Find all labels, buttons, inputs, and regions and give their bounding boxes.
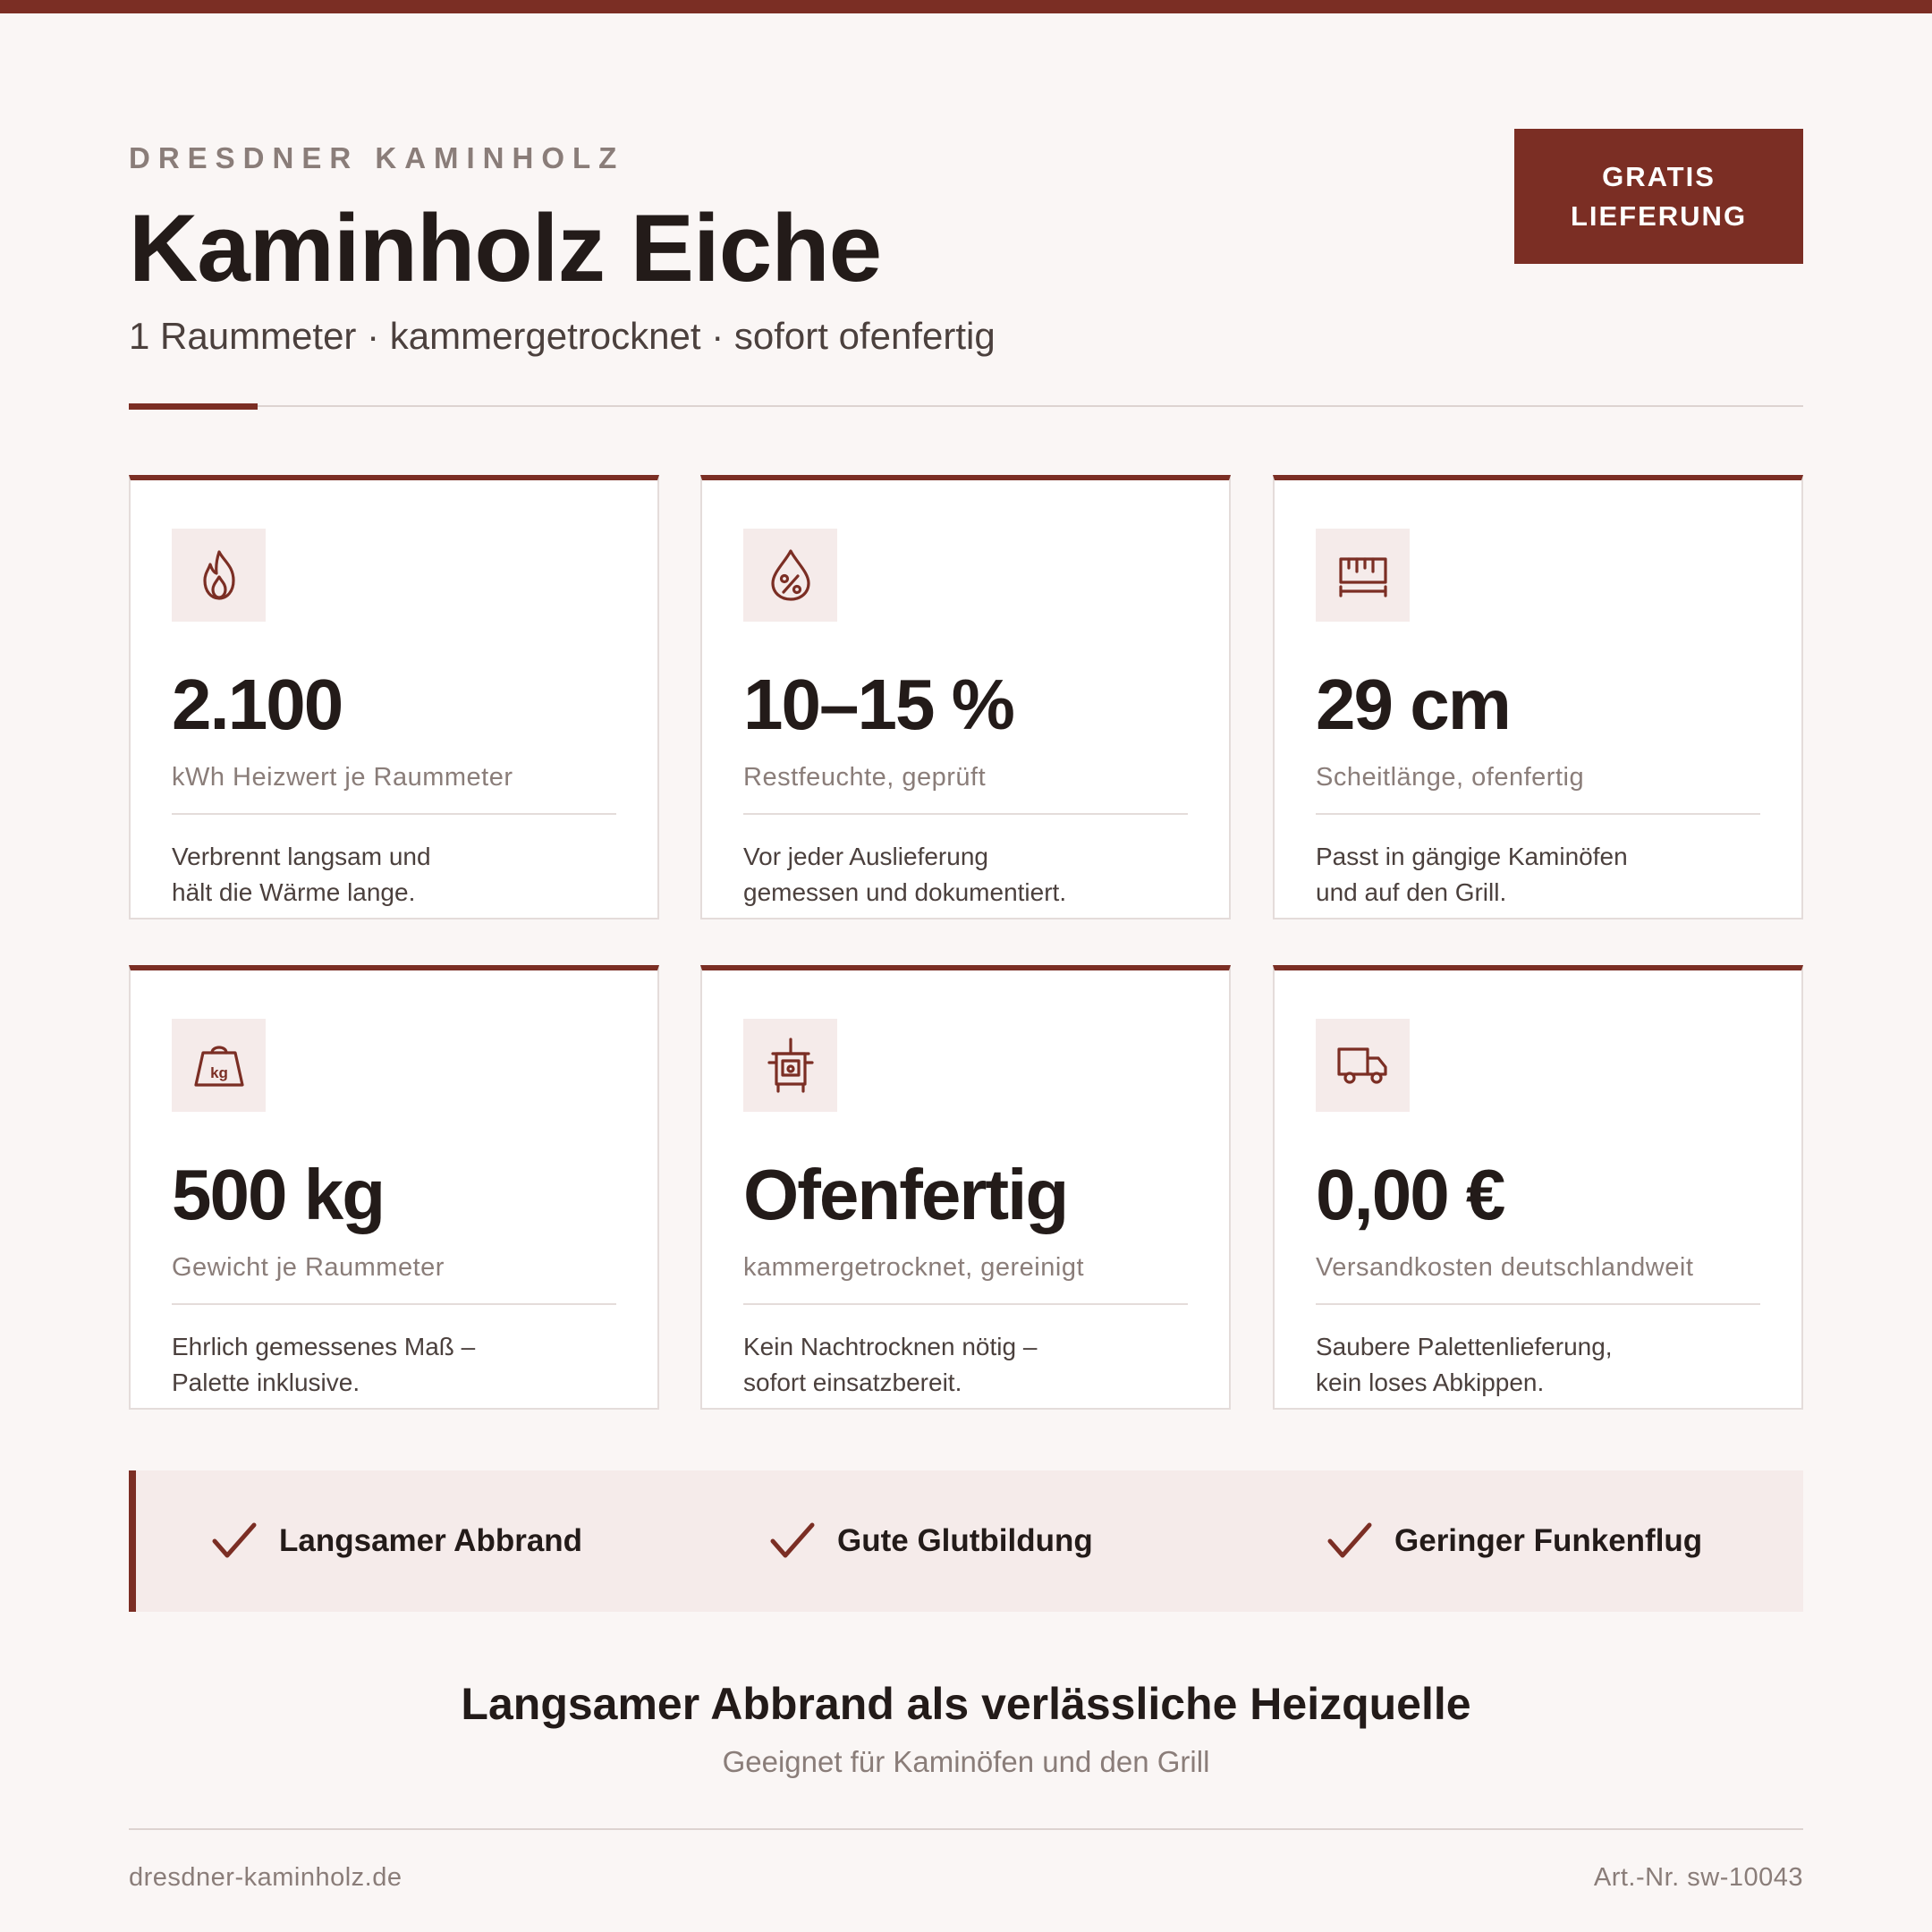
feature-card-oven-ready	[700, 965, 1231, 1410]
card-value: 10–15 %	[743, 665, 1013, 744]
feature-card-heating-value	[129, 475, 659, 919]
card-value: 0,00 €	[1316, 1155, 1504, 1234]
card-divider	[172, 1303, 616, 1305]
badge-line-2: LIEFERUNG	[1570, 199, 1748, 232]
card-value: 29 cm	[1316, 665, 1510, 744]
card-description: Passt in gängige Kaminöfen und auf den Grill.	[1316, 843, 1628, 906]
page-title: Kaminholz Eiche	[129, 194, 882, 301]
weight-kg-icon	[172, 1019, 266, 1112]
checkmark-icon	[1326, 1521, 1373, 1561]
flame-icon	[172, 529, 266, 622]
card-divider	[743, 1303, 1188, 1305]
benefits-strip	[129, 1470, 1803, 1612]
closing-subline: Geeignet für Kaminöfen und den Grill	[722, 1745, 1210, 1778]
card-value: 500 kg	[172, 1155, 385, 1234]
feature-card-log-length	[1273, 475, 1803, 919]
card-description: Ehrlich gemessenes Maß – Palette inklusive.	[172, 1333, 476, 1396]
closing-headline: Langsamer Abbrand als verlässliche Heizquelle	[461, 1679, 1471, 1729]
header-divider	[129, 405, 1803, 407]
card-label: kammergetrocknet, gereinigt	[743, 1253, 1084, 1282]
card-divider	[1316, 1303, 1760, 1305]
truck-icon	[1316, 1019, 1410, 1112]
page-subtitle: 1 Raummeter · kammergetrocknet · sofort ofenfertig	[129, 315, 996, 357]
card-label: Versandkosten deutschlandweit	[1316, 1253, 1694, 1282]
benefit-label: Geringer Funkenflug	[1394, 1523, 1703, 1558]
card-description: Kein Nachtrocknen nötig – sofort einsatzbereit.	[743, 1333, 1038, 1396]
card-label: Restfeuchte, geprüft	[743, 763, 987, 792]
card-label: kWh Heizwert je Raummeter	[172, 763, 513, 792]
stove-icon	[743, 1019, 837, 1112]
top-accent-bar	[0, 0, 1932, 13]
footer-divider	[129, 1828, 1803, 1830]
card-value: Ofenfertig	[743, 1155, 1068, 1234]
benefit-label: Gute Glutbildung	[837, 1523, 1093, 1558]
article-number: Art.-Nr. sw-10043	[1593, 1863, 1803, 1892]
card-description: Saubere Palettenlieferung, kein loses Abkippen.	[1316, 1333, 1613, 1396]
card-label: Scheitlänge, ofenfertig	[1316, 763, 1585, 792]
card-value: 2.100	[172, 665, 343, 744]
card-description: Vor jeder Auslieferung gemessen und dokumentiert.	[743, 843, 1067, 906]
feature-card-moisture	[700, 475, 1231, 919]
benefit-item	[1326, 1470, 1702, 1612]
benefit-item	[769, 1470, 1093, 1612]
card-divider	[743, 813, 1188, 815]
checkmark-icon	[211, 1521, 258, 1561]
brand-name: DRESDNER KAMINHOLZ	[129, 141, 625, 174]
moisture-percent-icon	[743, 529, 837, 622]
benefit-label: Langsamer Abbrand	[279, 1523, 583, 1558]
free-delivery-badge	[1514, 129, 1803, 264]
header-divider-accent	[129, 403, 258, 410]
website-link[interactable]: dresdner-kaminholz.de	[129, 1863, 402, 1892]
feature-card-shipping	[1273, 965, 1803, 1410]
badge-line-1: GRATIS	[1602, 160, 1716, 192]
card-description: Verbrennt langsam und hält die Wärme lange.	[172, 843, 431, 906]
checkmark-icon	[769, 1521, 816, 1561]
ruler-icon	[1316, 529, 1410, 622]
card-divider	[172, 813, 616, 815]
feature-card-weight	[129, 965, 659, 1410]
svg-text:kg: kg	[209, 1064, 228, 1081]
card-divider	[1316, 813, 1760, 815]
card-label: Gewicht je Raummeter	[172, 1253, 445, 1282]
benefit-item	[211, 1470, 582, 1612]
